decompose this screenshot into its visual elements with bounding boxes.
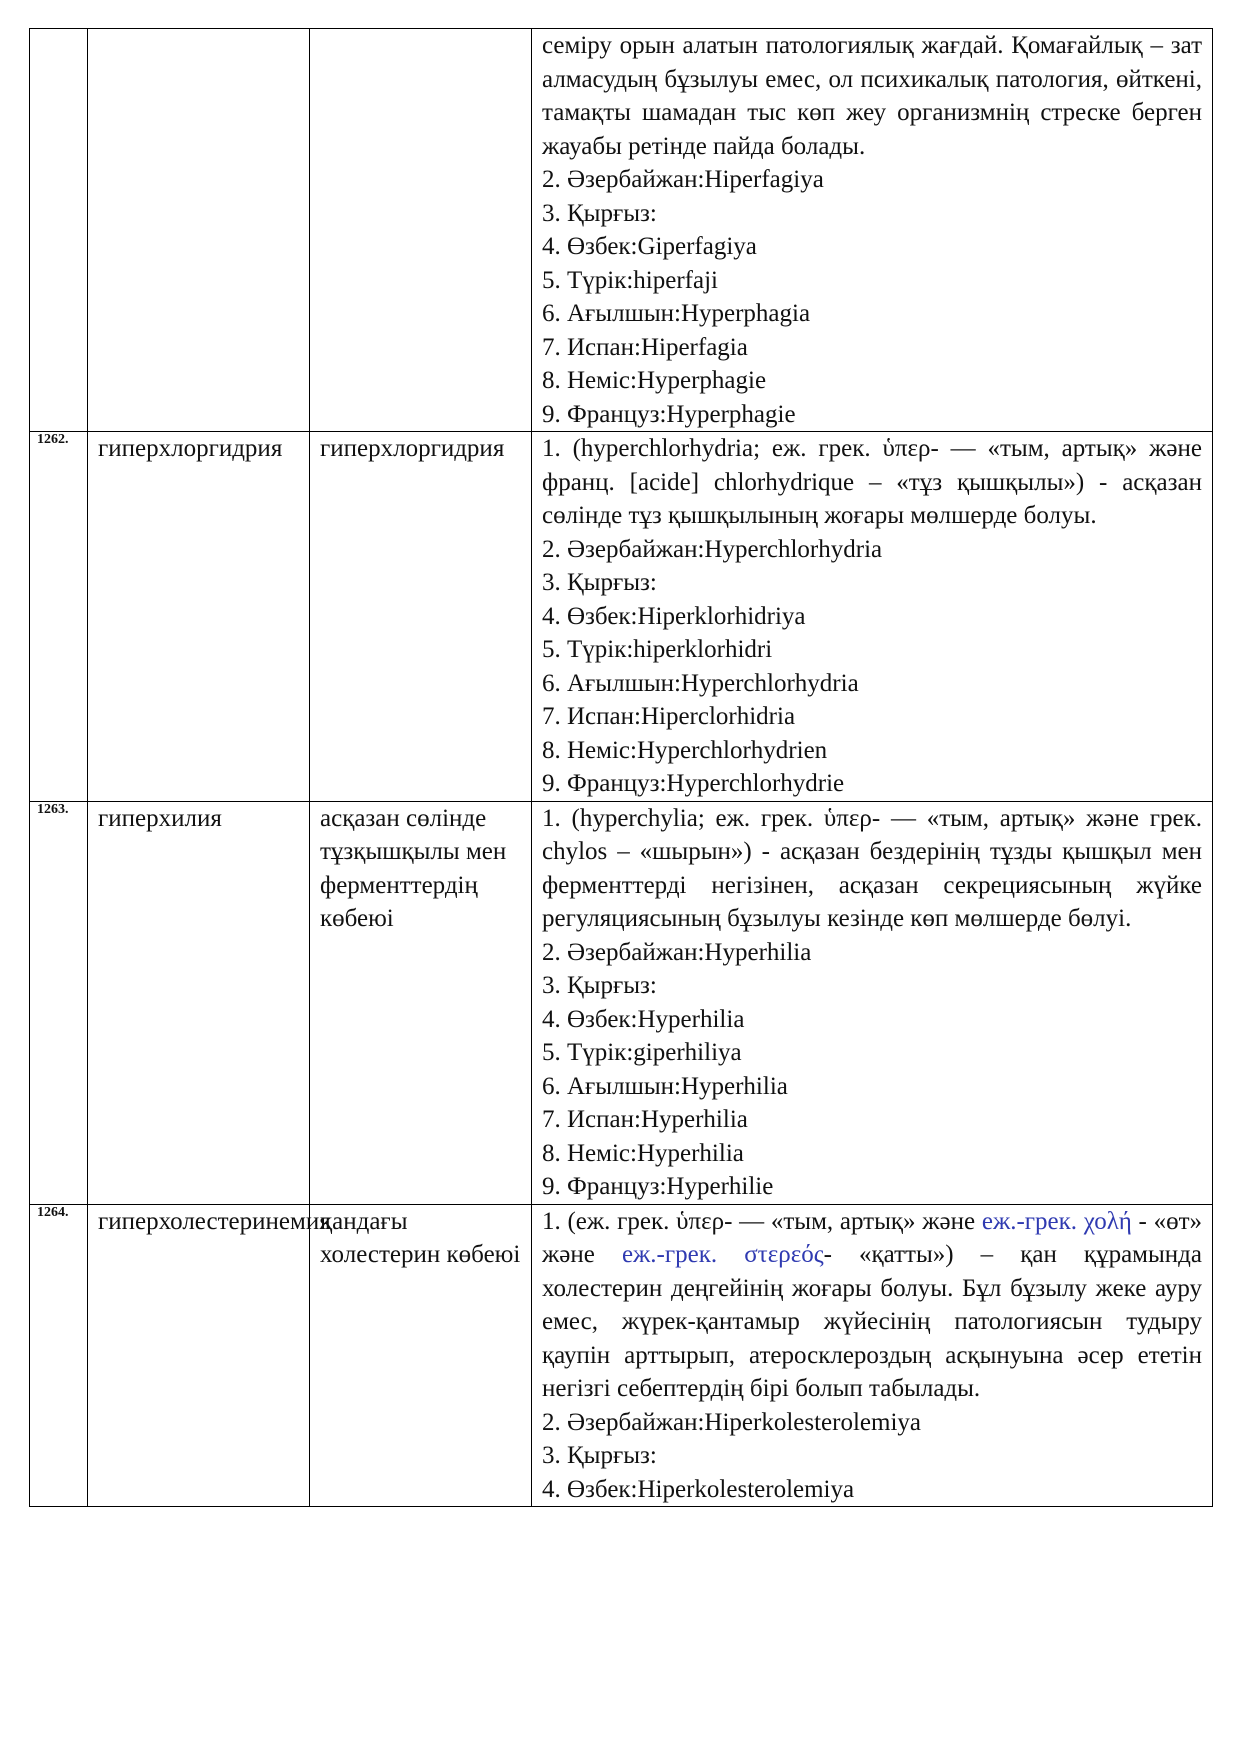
entry-term: гиперхолестеринемия [88, 1204, 310, 1507]
translation-french: 9. Француз:Hyperhilie [542, 1173, 774, 1200]
translation-french: 9. Француз:Hyperchlorhydrie [542, 770, 845, 797]
translation-english: 6. Ағылшын:Hyperchlorhydria [542, 669, 859, 697]
translation-uzbek: 4. Өзбек:Hiperklorhidriya [542, 602, 806, 630]
translation-uzbek: 4. Өзбек:Hiperkolesterolemiya [542, 1475, 855, 1503]
translation-french: 9. Француз:Hyperphagie [542, 400, 796, 428]
entry-description [532, 801, 1213, 1204]
description-part: 1. (еж. грек. ὑπερ- — «тым, артық» және [542, 1207, 982, 1235]
translation-uzbek: 4. Өзбек:Hyperhilia [542, 1005, 745, 1033]
entry-number [30, 29, 88, 432]
translation-spanish: 7. Испан:Hiperfagia [542, 333, 748, 361]
translation-english: 6. Ағылшын:Hyperhilia [542, 1072, 788, 1100]
document-page [29, 28, 1212, 1507]
description-part: - «қатты») – қан құрамында холестерин деңгейінің жоғары болуы. Бұл бұзылу жеке ауру емес, жүрек-қантамыр жүйесінің патологиясын тудыру қаупін арттырып, атеросклероздың асқынуына әсер ететін негізгі себептердің бірі болып табылады. [542, 1241, 1202, 1402]
entry-term: гиперхилия [88, 801, 310, 1204]
table-row [30, 29, 1213, 432]
translation-german: 8. Неміс:Hyperhilia [542, 1139, 744, 1167]
greek-term-link[interactable]: еж.-грек. στερεός [621, 1241, 824, 1268]
translation-german: 8. Неміс:Hyperchlorhydrien [542, 736, 828, 764]
translation-kyrgyz: 3. Қырғыз: [542, 1442, 657, 1469]
entry-definition: асқазан сөлінде тұзқышқылы мен ферменттердің көбеюі [310, 801, 532, 1204]
entry-number: 1263. [30, 801, 88, 1204]
description-text: семіру орын алатын патологиялық жағдай. Қомағайлық – зат алмасудың бұзылуы емес, ол психикалық патология, өйткені, тамақты шамадан тыс көп жеу организмнің стреске берген жауабы ретінде пайда болады. [542, 32, 1202, 160]
translation-turkish: 5. Түрік:hiperklorhidri [542, 636, 773, 663]
translation-azerbaijani: 2. Әзербайжан:Hyperhilia [542, 938, 812, 966]
translation-kyrgyz: 3. Қырғыз: [542, 569, 657, 596]
translation-kyrgyz: 3. Қырғыз: [542, 972, 657, 999]
description-text: 1. (hyperchlorhydria; еж. грек. ὑπερ- — «тым, артық» және франц. [acide] chlorhydrique – «тұз қышқылы») - асқазан сөлінде тұз қышқылының жоғары мөлшерде болуы. [542, 435, 1202, 529]
translation-azerbaijani: 2. Әзербайжан:Hiperfagiya [542, 166, 824, 193]
table-row [30, 1204, 1213, 1507]
entry-number: 1264. [30, 1204, 88, 1507]
description-text: 1. (hyperchylia; еж. грек. ὑπερ- — «тым, артық» және грек. chylos – «шырын») - асқазан бездерінің тұзды қышқыл мен ферменттерді негізінен, асқазан секрециясының жүйке регуляциясының бұзылуы кезінде көп мөлшерде бөлуі. [542, 804, 1202, 932]
entry-term: гиперхлоргидрия [88, 432, 310, 802]
greek-term-link[interactable]: еж.-грек. χολή [981, 1207, 1132, 1235]
translation-azerbaijani: 2. Әзербайжан:Hiperkolesterolemiya [542, 1408, 922, 1436]
translation-german: 8. Неміс:Hyperphagie [542, 367, 767, 394]
entry-description [532, 1204, 1213, 1507]
description-part: - «өт» және [542, 1207, 1203, 1268]
entry-number: 1262. [30, 432, 88, 802]
table-row [30, 801, 1213, 1204]
translation-uzbek: 4. Өзбек:Giperfagiya [542, 233, 757, 260]
translation-azerbaijani: 2. Әзербайжан:Hyperchlorhydria [542, 535, 883, 563]
entry-definition [310, 29, 532, 432]
entry-description [532, 432, 1213, 802]
entry-definition: қандағы холестерин көбеюі [310, 1204, 532, 1507]
description-text [542, 1205, 1202, 1406]
translation-turkish: 5. Түрік:hiperfaji [542, 266, 718, 294]
entry-definition: гиперхлоргидрия [310, 432, 532, 802]
translation-turkish: 5. Түрік:giperhiliya [542, 1039, 742, 1066]
translation-spanish: 7. Испан:Hiperclorhidria [542, 703, 796, 730]
translation-kyrgyz: 3. Қырғыз: [542, 199, 657, 227]
entry-description [532, 29, 1213, 432]
translation-spanish: 7. Испан:Hyperhilia [542, 1106, 748, 1133]
table-row [30, 432, 1213, 802]
entry-term [88, 29, 310, 432]
dictionary-table [29, 28, 1213, 1507]
translation-english: 6. Ағылшын:Hyperphagia [542, 300, 811, 327]
